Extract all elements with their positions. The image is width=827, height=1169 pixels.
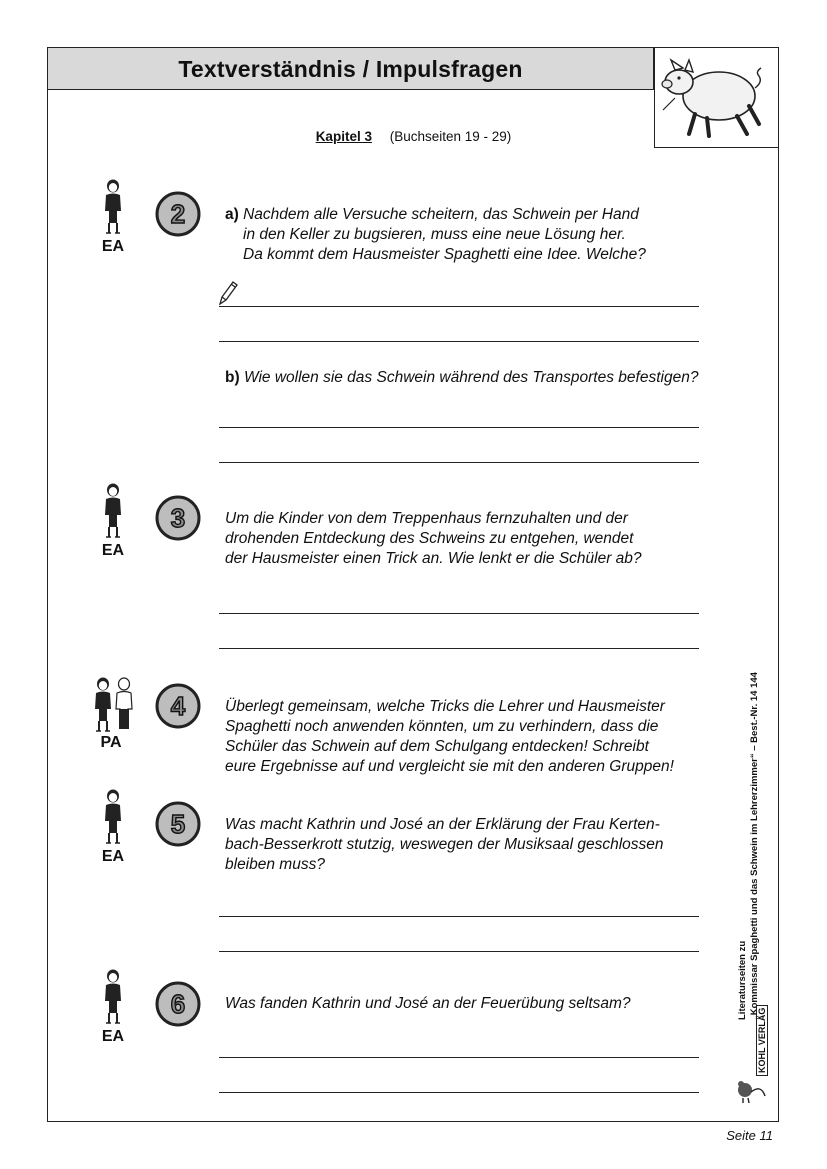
work-mode-label: PA [100,734,122,751]
page-number: Seite 11 [726,1128,773,1143]
question-5-line-1: Was macht Kathrin und José an der Erklärung der Frau Kerten- [225,816,660,833]
task-number: 3 [170,503,186,533]
work-mode-label: EA [101,1028,125,1045]
pencil-icon [218,280,238,306]
work-mode-label: EA [101,542,125,559]
answer-line[interactable] [219,648,699,649]
question-2a [225,205,646,265]
single-work-icon [98,968,128,1026]
question-3-line-2: drohenden Entdeckung des Schweins zu entgehen, wendet [225,530,634,547]
question-4-line-2: Spaghetti noch anwenden könnten, um zu verhindern, dass die [225,718,659,735]
question-2a-line-3: Da kommt dem Hausmeister Spaghetti eine Idee. Welche? [243,246,646,263]
work-mode-label: EA [101,848,125,865]
task-number-badge [155,683,201,729]
question-3-line-1: Um die Kinder von dem Treppenhaus fernzuhalten und der [225,510,628,527]
chapter-label: Kapitel 3 [315,129,372,144]
question-6-line-1: Was fanden Kathrin und José an der Feuerübung seltsam? [225,995,631,1012]
answer-line[interactable] [219,916,699,917]
question-2b [225,368,698,388]
answer-line[interactable] [219,306,699,307]
question-4 [225,697,674,777]
question-2a-label: a) [225,206,239,223]
question-5-line-2: bach-Besserkrott stutzig, weswegen der Musiksaal geschlossen [225,836,664,853]
question-6 [225,994,631,1014]
task-number-badge [155,981,201,1027]
task-number: 2 [170,199,186,229]
chapter-heading [0,129,827,144]
task-number-badge [155,191,201,237]
question-3 [225,509,642,569]
question-4-line-1: Überlegt gemeinsam, welche Tricks die Lehrer und Hausmeister [225,698,665,715]
page-title: Textverständnis / Impulsfragen [178,56,523,82]
sidebar-line-2: „Kommissar Spaghetti und das Schwein im Lehrerzimmer“ – Best.-Nr. 14 144 [749,672,760,1020]
question-5 [225,815,664,875]
work-mode-label: EA [101,238,125,255]
answer-line[interactable] [219,1057,699,1058]
sidebar-line-1: Literaturseiten zu [737,940,748,1020]
question-5-line-3: bleiben muss? [225,856,325,873]
publisher-logo-icon [735,1074,769,1104]
answer-line[interactable] [219,341,699,342]
answer-line[interactable] [219,462,699,463]
publisher-logo-text: KOHL VERLAG [756,1005,768,1076]
single-work-icon [98,178,128,236]
question-2a-line-1: Nachdem alle Versuche scheitern, das Schwein per Hand [243,206,639,223]
partner-boy-icon [109,676,139,734]
answer-line[interactable] [219,1092,699,1093]
answer-line[interactable] [219,951,699,952]
question-2a-line-2: in den Keller zu bugsieren, muss eine neue Lösung her. [243,226,626,243]
question-2b-label: b) [225,369,240,386]
task-number: 6 [170,989,186,1019]
task-number: 4 [170,691,186,721]
question-4-line-3: Schüler das Schwein auf dem Schulgang entdecken! Schreibt [225,738,649,755]
task-number-badge [155,495,201,541]
question-4-line-4: eure Ergebnisse auf und vergleicht sie mit den anderen Gruppen! [225,758,674,775]
publisher-sidebar [737,620,777,1020]
title-bar [47,47,654,90]
question-2b-text: Wie wollen sie das Schwein während des Transportes befestigen? [243,369,699,386]
task-number-badge [155,801,201,847]
chapter-pages: (Buchseiten 19 - 29) [389,129,512,144]
task-number: 5 [170,809,186,839]
answer-line[interactable] [219,613,699,614]
single-work-icon [98,482,128,540]
answer-line[interactable] [219,427,699,428]
question-3-line-3: der Hausmeister einen Trick an. Wie lenkt er die Schüler ab? [225,550,642,567]
single-work-icon [98,788,128,846]
